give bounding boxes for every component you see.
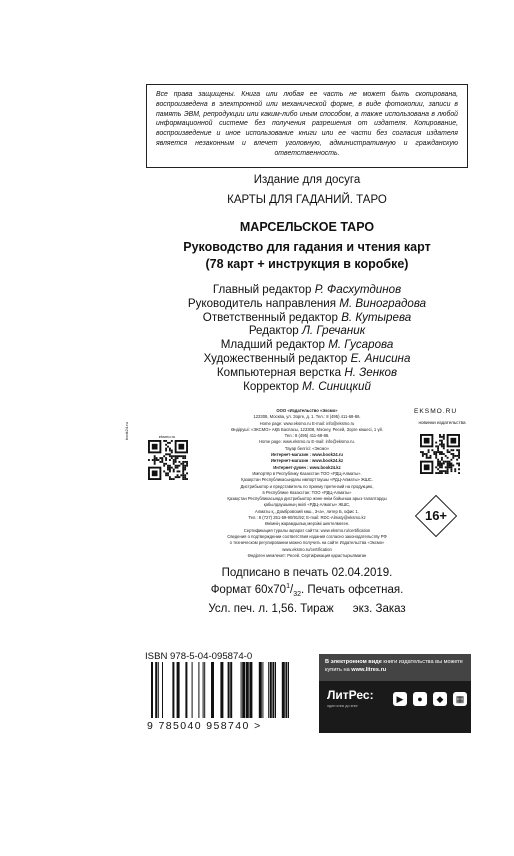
qr-code-right	[420, 434, 460, 474]
publisher-line: Өнімнің жарамдылық мерзімі шектелмеген.	[264, 521, 350, 527]
book-title: МАРСЕЛЬСКОЕ ТАРО	[239, 220, 375, 234]
qr-left-side-label: book24.ru	[124, 422, 129, 440]
publisher-line: Қазақстан Республикасында дистрибьютор және өнім бойынша арыз-талаптарды	[227, 496, 387, 502]
barcode-digits: 9 785040 958740 >	[147, 720, 262, 732]
windows-icon: ▦	[453, 692, 467, 706]
litres-promo-text: В электронном виде книги издательства вы можете купить на www.litres.ru	[319, 654, 471, 681]
subtitle-line-2: (78 карт + инструкция в коробке)	[205, 257, 409, 271]
publisher-line: Интернет-магазин : www.book24.ru	[271, 452, 343, 458]
barcode	[147, 662, 295, 718]
publisher-line: қабылдаушының өкілі «РДЦ-Алматы» ЖШС,	[263, 502, 351, 508]
publisher-line: www.eksmo.ru/certification	[282, 546, 332, 552]
publisher-line: Тел.: 8 (727) 251-59-90/91/92; E-mail: RDC-Almaty@eksmo.kz	[248, 515, 366, 521]
publisher-line: Сертификация туралы ақпарат сайтта: www.eksmo.ru/certification	[243, 527, 371, 533]
publisher-info	[196, 408, 418, 559]
store-icons	[393, 692, 467, 706]
publisher-line: ООО «Издательство «Эксмо»	[276, 408, 338, 413]
publisher-line: Дистрибьютор и представитель по приему претензий на продукцию,	[240, 483, 374, 489]
publisher-line: Home page: www.eksmo.ru E-mail: info@eksmo.ru	[259, 420, 355, 426]
publisher-line: Тел.: 8 (495) 411-68-86.	[284, 433, 330, 439]
staff-list	[140, 283, 474, 393]
staff-line: Младший редактор М. Гусарова	[220, 338, 394, 352]
subtitle-line-1: Руководство для гадания и чтения карт	[183, 240, 431, 254]
isbn: ISBN 978-5-04-095874-0	[145, 651, 253, 662]
series-title: КАРТЫ ДЛЯ ГАДАНИЙ. ТАРО	[227, 194, 387, 206]
publisher-line: Алматы қ., Домбровский көш., 3«а», литер Б, офис 1.	[255, 508, 359, 514]
publisher-line: Интернет-магазин : www.book24.kz	[270, 458, 344, 464]
copyright-box	[146, 84, 468, 168]
staff-line: Компьютерная верстка Н. Зенков	[216, 365, 398, 379]
edition-type: Издание для досуга	[253, 174, 361, 186]
signed-line: Подписано в печать 02.04.2019.	[221, 567, 393, 579]
eksmo-subtitle: новинки издательства	[418, 420, 466, 425]
eksmo-brand: EKSMO.RU	[414, 408, 458, 415]
format-line: Формат $60х70^1/_{32}$. Печать офсетная.	[210, 583, 404, 599]
print-sheets-line: Усл. печ. л. 1,56. Тираж экз. Заказ	[208, 603, 406, 616]
copyright-text: Все права защищены. Книга или любая ее часть не может быть скопирована, воспроизведена в электронной или механической форме, в виде фотокопии, записи в память ЭВМ, репродукции или каким-либо иным способом, а также использована в любой информационной системе без получения разрешения от издателя. Копирование, воспроизведение и иное использование книги или ее части без согласия издателя является незаконным и влечет уголовную, административную и гражданскую ответственность.	[156, 91, 458, 157]
publisher-line: о техническом регулировании можно получить на сайте Издательства «Эксмо»	[229, 540, 385, 546]
publisher-line: Интернет-дүкен : www.book24.kz	[273, 464, 341, 470]
qr-code-left	[148, 440, 188, 480]
litres-logo: ЛитРес:	[327, 688, 374, 702]
book-subtitle	[140, 239, 474, 273]
qr-left-url: eksmo.ru	[158, 434, 176, 439]
staff-line: Художественный редактор Е. Анисина	[203, 351, 411, 365]
publisher-line: 123308, Москва, ул. Зорге, д. 1. Тел.: 8 (495) 411-68-86.	[253, 414, 361, 420]
store-icon: ▶	[393, 692, 407, 706]
android-icon: ◆	[433, 692, 447, 706]
staff-line: Главный редактор Р. Фасхутдинов	[212, 283, 402, 296]
staff-line: Корректор М. Синицкий	[243, 379, 371, 393]
publisher-line: Өндіруші: «ЭКСМО» АҚБ Баспасы, 123308, Мәскеу, Ресей, Зорге көшесі, 1 үй.	[230, 426, 384, 432]
publisher-line: Өндірген мемлекет: Ресей. Сертификация қарастырылмаған	[247, 552, 367, 558]
age-rating: 16+	[424, 508, 448, 523]
litres-logo-subtitle: один клик до книг	[327, 704, 358, 708]
staff-line: Ответственный редактор В. Кутырева	[202, 310, 412, 324]
publisher-line: Импортёр в Республику Казахстан ТОО «РДЦ-Алматы».	[252, 470, 362, 476]
publisher-line: Қазақстан Республикасындағы импорттаушы «РДЦ-Алматы» ЖШС.	[241, 477, 373, 483]
print-info	[140, 566, 474, 616]
publisher-line: Тауар белгісі: «Эксмо»	[284, 445, 330, 451]
publisher-line: Home page: www.eksmo.ru E-mail: info@eksmo.ru.	[259, 439, 355, 445]
staff-line: Редактор Л. Гречаник	[248, 324, 366, 338]
publisher-line: Сведения о подтверждении соответствия издания согласно законодательству РФ	[227, 533, 387, 539]
publisher-line: в Республике Казахстан: ТОО «РДЦ-Алматы»	[262, 489, 352, 495]
litres-banner	[319, 654, 471, 733]
apple-icon: ●	[413, 692, 427, 706]
staff-line: Руководитель направления М. Виноградова	[187, 296, 427, 310]
